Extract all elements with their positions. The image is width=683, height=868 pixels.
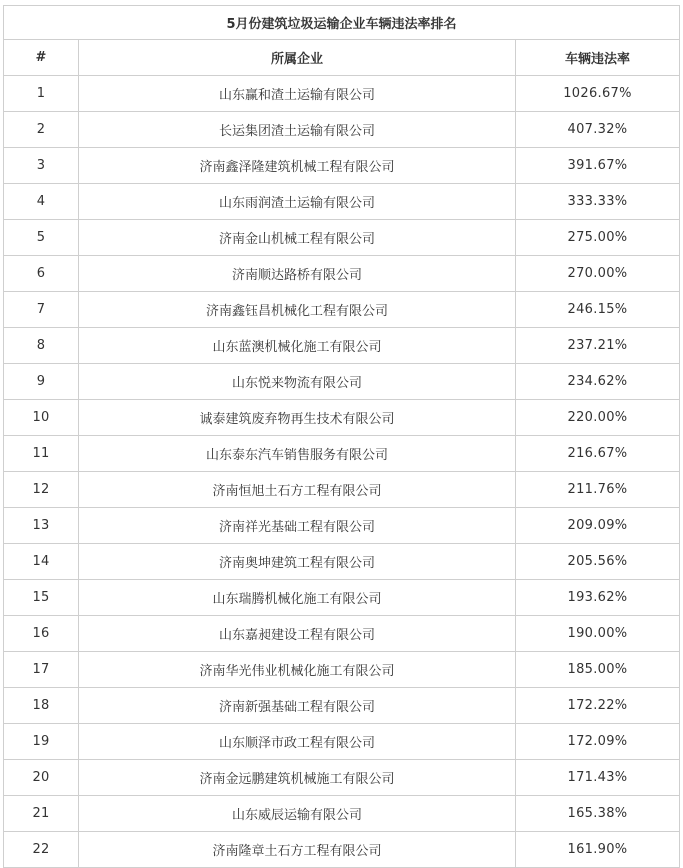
row-rate: 216.67% bbox=[516, 436, 680, 472]
table-row bbox=[4, 292, 680, 328]
row-rate: 172.22% bbox=[516, 688, 680, 724]
row-company: 济南金远鹏建筑机械施工有限公司 bbox=[79, 760, 516, 796]
row-company: 济南奥坤建筑工程有限公司 bbox=[79, 544, 516, 580]
row-rank: 22 bbox=[4, 832, 79, 868]
table-row bbox=[4, 76, 680, 112]
row-rate: 391.67% bbox=[516, 148, 680, 184]
row-rank: 9 bbox=[4, 364, 79, 400]
row-company: 济南新强基础工程有限公司 bbox=[79, 688, 516, 724]
row-rate: 211.76% bbox=[516, 472, 680, 508]
row-company: 山东雨润渣土运输有限公司 bbox=[79, 184, 516, 220]
row-company: 济南金山机械工程有限公司 bbox=[79, 220, 516, 256]
table-row bbox=[4, 688, 680, 724]
row-rate: 185.00% bbox=[516, 652, 680, 688]
row-rate: 333.33% bbox=[516, 184, 680, 220]
row-rate: 246.15% bbox=[516, 292, 680, 328]
row-rank: 10 bbox=[4, 400, 79, 436]
table-row bbox=[4, 652, 680, 688]
row-rate: 190.00% bbox=[516, 616, 680, 652]
row-company: 山东赢和渣土运输有限公司 bbox=[79, 76, 516, 112]
row-rate: 165.38% bbox=[516, 796, 680, 832]
header-company: 所属企业 bbox=[79, 40, 516, 76]
table-row bbox=[4, 616, 680, 652]
row-rank: 4 bbox=[4, 184, 79, 220]
row-rate: 172.09% bbox=[516, 724, 680, 760]
row-company: 山东嘉昶建设工程有限公司 bbox=[79, 616, 516, 652]
table-row bbox=[4, 544, 680, 580]
row-rate: 1026.67% bbox=[516, 76, 680, 112]
row-company: 济南鑫钰昌机械化工程有限公司 bbox=[79, 292, 516, 328]
row-company: 山东悦来物流有限公司 bbox=[79, 364, 516, 400]
row-rank: 18 bbox=[4, 688, 79, 724]
row-company: 山东瑞腾机械化施工有限公司 bbox=[79, 580, 516, 616]
row-company: 济南恒旭土石方工程有限公司 bbox=[79, 472, 516, 508]
table-row bbox=[4, 508, 680, 544]
row-rate: 161.90% bbox=[516, 832, 680, 868]
header-rate: 车辆违法率 bbox=[516, 40, 680, 76]
table-row bbox=[4, 580, 680, 616]
table-row bbox=[4, 184, 680, 220]
row-rank: 3 bbox=[4, 148, 79, 184]
table-title-row bbox=[4, 6, 680, 40]
row-rate: 237.21% bbox=[516, 328, 680, 364]
table-header-row bbox=[4, 40, 680, 76]
table-row bbox=[4, 724, 680, 760]
row-rank: 11 bbox=[4, 436, 79, 472]
row-company: 山东威辰运输有限公司 bbox=[79, 796, 516, 832]
violation-rate-table bbox=[3, 5, 680, 868]
row-rank: 17 bbox=[4, 652, 79, 688]
table-row bbox=[4, 148, 680, 184]
row-company: 济南隆章土石方工程有限公司 bbox=[79, 832, 516, 868]
table-row bbox=[4, 220, 680, 256]
row-rank: 12 bbox=[4, 472, 79, 508]
row-rank: 14 bbox=[4, 544, 79, 580]
row-company: 山东顺泽市政工程有限公司 bbox=[79, 724, 516, 760]
row-rank: 20 bbox=[4, 760, 79, 796]
row-rank: 15 bbox=[4, 580, 79, 616]
row-rate: 209.09% bbox=[516, 508, 680, 544]
row-rate: 234.62% bbox=[516, 364, 680, 400]
table-body bbox=[4, 76, 680, 868]
row-rate: 275.00% bbox=[516, 220, 680, 256]
row-rank: 8 bbox=[4, 328, 79, 364]
row-rank: 19 bbox=[4, 724, 79, 760]
row-rank: 1 bbox=[4, 76, 79, 112]
row-rate: 270.00% bbox=[516, 256, 680, 292]
row-company: 济南祥光基础工程有限公司 bbox=[79, 508, 516, 544]
row-company: 长运集团渣土运输有限公司 bbox=[79, 112, 516, 148]
table-row bbox=[4, 328, 680, 364]
row-rank: 6 bbox=[4, 256, 79, 292]
row-rank: 7 bbox=[4, 292, 79, 328]
row-rate: 220.00% bbox=[516, 400, 680, 436]
row-rank: 21 bbox=[4, 796, 79, 832]
table-row bbox=[4, 364, 680, 400]
table-row bbox=[4, 400, 680, 436]
header-rank: # bbox=[4, 40, 79, 76]
table-row bbox=[4, 436, 680, 472]
row-company: 济南华光伟业机械化施工有限公司 bbox=[79, 652, 516, 688]
table-row bbox=[4, 760, 680, 796]
row-company: 山东泰东汽车销售服务有限公司 bbox=[79, 436, 516, 472]
row-rank: 2 bbox=[4, 112, 79, 148]
row-company: 诚泰建筑废弃物再生技术有限公司 bbox=[79, 400, 516, 436]
table-row bbox=[4, 796, 680, 832]
row-rate: 193.62% bbox=[516, 580, 680, 616]
row-rate: 171.43% bbox=[516, 760, 680, 796]
table-row bbox=[4, 112, 680, 148]
row-company: 山东蓝澳机械化施工有限公司 bbox=[79, 328, 516, 364]
row-rate: 407.32% bbox=[516, 112, 680, 148]
row-rate: 205.56% bbox=[516, 544, 680, 580]
row-rank: 13 bbox=[4, 508, 79, 544]
row-company: 济南鑫泽隆建筑机械工程有限公司 bbox=[79, 148, 516, 184]
table-title: 5月份建筑垃圾运输企业车辆违法率排名 bbox=[4, 6, 680, 40]
table-row bbox=[4, 472, 680, 508]
row-rank: 5 bbox=[4, 220, 79, 256]
table-row bbox=[4, 256, 680, 292]
row-company: 济南顺达路桥有限公司 bbox=[79, 256, 516, 292]
row-rank: 16 bbox=[4, 616, 79, 652]
table-row bbox=[4, 832, 680, 868]
